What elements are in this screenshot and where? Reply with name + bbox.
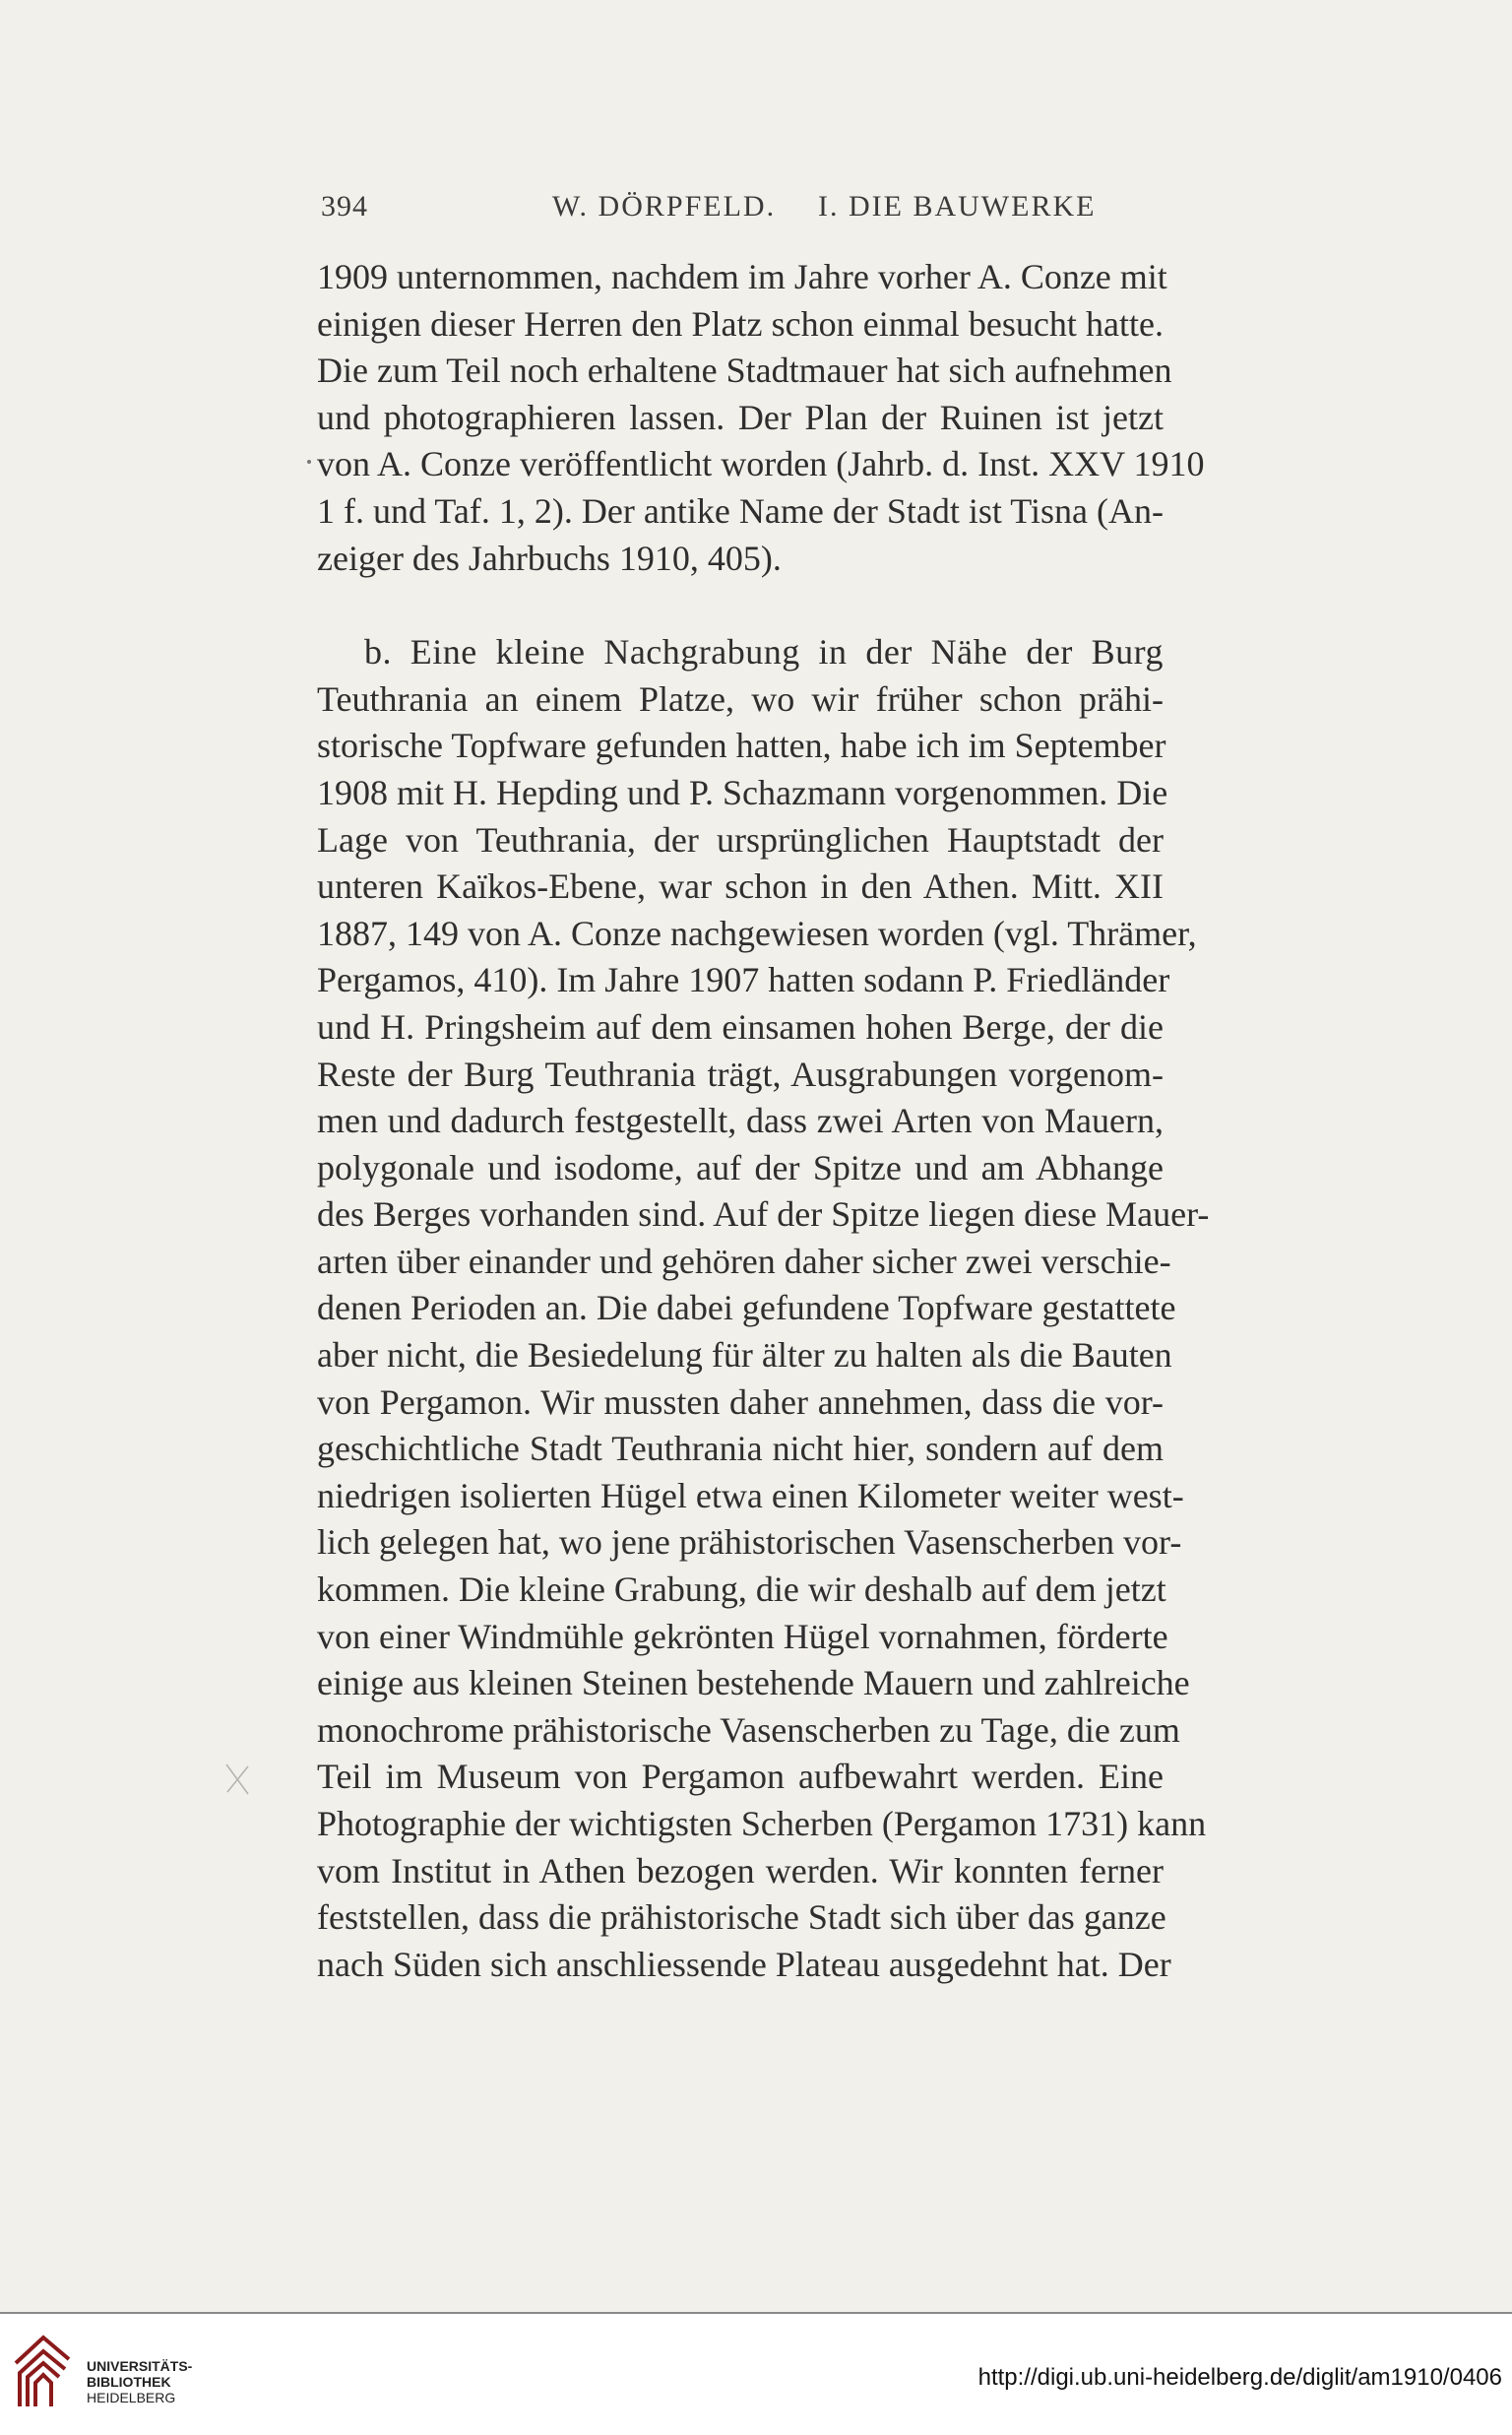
paragraph-1 xyxy=(317,254,1205,582)
text-line: 1908 mit H. Hepding und P. Schazmann vorgenommen. Die xyxy=(317,772,1168,812)
text-line: Die zum Teil noch erhaltene Stadtmauer hat sich aufnehmen xyxy=(317,351,1172,391)
header-author: W. DÖRPFELD. xyxy=(552,190,777,223)
text-line: von einer Windmühle gekrönten Hügel vornahmen, förderte xyxy=(317,1616,1168,1656)
text-line: denen Perioden an. Die dabei gefundene Topfware gestattete xyxy=(317,1288,1176,1328)
text-line: Reste der Burg Teuthrania trägt, Ausgrabungen vorgenom- xyxy=(317,1054,1164,1094)
body-text xyxy=(317,254,1210,1988)
text-line: polygonale und isodome, auf der Spitze und am Abhange xyxy=(317,1147,1164,1187)
paragraph-gap xyxy=(317,582,1164,629)
text-line: arten über einander und gehören daher sicher zwei verschie- xyxy=(317,1241,1171,1281)
text-line: des Berges vorhanden sind. Auf der Spitze liegen diese Mauer- xyxy=(317,1194,1210,1235)
library-logo-icon xyxy=(14,2334,71,2412)
page-number: 394 xyxy=(321,190,368,223)
text-line: nach Süden sich anschliessende Plateau ausgedehnt hat. Der xyxy=(317,1944,1171,1984)
text-line: und photographieren lassen. Der Plan der Ruinen ist jetzt xyxy=(317,397,1164,437)
text-line: aber nicht, die Besiedelung für älter zu halten als die Bauten xyxy=(317,1335,1172,1376)
paragraph-2 xyxy=(317,629,1210,1988)
text-line: 1909 unternommen, nachdem im Jahre vorher A. Conze mit xyxy=(317,257,1167,296)
text-line: geschichtliche Stadt Teuthrania nicht hier, sondern auf dem xyxy=(317,1429,1164,1469)
text-line: einige aus kleinen Steinen bestehende Mauern und zahlreiche xyxy=(317,1663,1190,1703)
text-line: lich gelegen hat, wo jene prähistorischen Vasenscherben vor- xyxy=(317,1522,1182,1563)
footer-bar xyxy=(0,2314,1512,2435)
text-line: niedrigen isolierten Hügel etwa einen Kilometer weiter west- xyxy=(317,1475,1184,1515)
text-line: Teuthrania an einem Platze, wo wir früher schon prähi- xyxy=(317,678,1164,719)
text-line: b. Eine kleine Nachgrabung in der Nähe der Burg xyxy=(364,632,1164,673)
header-section: I. DIE BAUWERKE xyxy=(818,190,1097,223)
text-line: zeiger des Jahrbuchs 1910, 405). xyxy=(317,538,782,578)
ink-speck xyxy=(307,460,311,464)
text-line: 1 f. und Taf. 1, 2). Der antike Name der Stadt ist Tisna (An- xyxy=(317,490,1164,531)
text-line: unteren Kaïkos-Ebene, war schon in den Athen. Mitt. XII xyxy=(317,866,1164,907)
pencil-cross-mark-icon xyxy=(224,1762,250,1796)
text-line: men und dadurch festgestellt, dass zwei Arten von Mauern, xyxy=(317,1101,1164,1141)
text-line: 1887, 149 von A. Conze nachgewiesen worden (vgl. Thrämer, xyxy=(317,913,1197,953)
text-line: monochrome prähistorische Vasenscherben zu Tage, die zum xyxy=(317,1709,1180,1750)
text-line: kommen. Die kleine Grabung, die wir deshalb auf dem jetzt xyxy=(317,1570,1166,1610)
text-line: einigen dieser Herren den Platz schon einmal besucht hatte. xyxy=(317,303,1164,344)
text-line: von A. Conze veröffentlicht worden (Jahrb. d. Inst. XXV 1910 xyxy=(317,444,1205,484)
text-line: Photographie der wichtigsten Scherben (Pergamon 1731) kann xyxy=(317,1804,1207,1843)
source-url-link[interactable]: http://digi.ub.uni-heidelberg.de/diglit/am1910/0406 xyxy=(977,2364,1502,2391)
text-line: und H. Pringsheim auf dem einsamen hohen Berge, der die xyxy=(317,1006,1164,1047)
text-line: Lage von Teuthrania, der ursprünglichen Hauptstadt der xyxy=(317,819,1164,860)
library-name-line: HEIDELBERG xyxy=(87,2390,176,2405)
text-line: von Pergamon. Wir mussten daher annehmen, dass die vor- xyxy=(317,1381,1164,1422)
text-line: storische Topfware gefunden hatten, habe ich im September xyxy=(317,726,1166,766)
library-name-line: UNIVERSITÄTS- xyxy=(87,2358,193,2374)
library-name xyxy=(87,2358,192,2405)
text-line: Teil im Museum von Pergamon aufbewahrt werden. Eine xyxy=(317,1757,1164,1797)
text-line: Pergamos, 410). Im Jahre 1907 hatten sodann P. Friedländer xyxy=(317,960,1170,1000)
text-line: feststellen, dass die prähistorische Stadt sich über das ganze xyxy=(317,1897,1166,1938)
library-name-line: BIBLIOTHEK xyxy=(87,2374,171,2390)
running-header xyxy=(321,190,1143,229)
text-line: vom Institut in Athen bezogen werden. Wir konnten ferner xyxy=(317,1850,1164,1890)
